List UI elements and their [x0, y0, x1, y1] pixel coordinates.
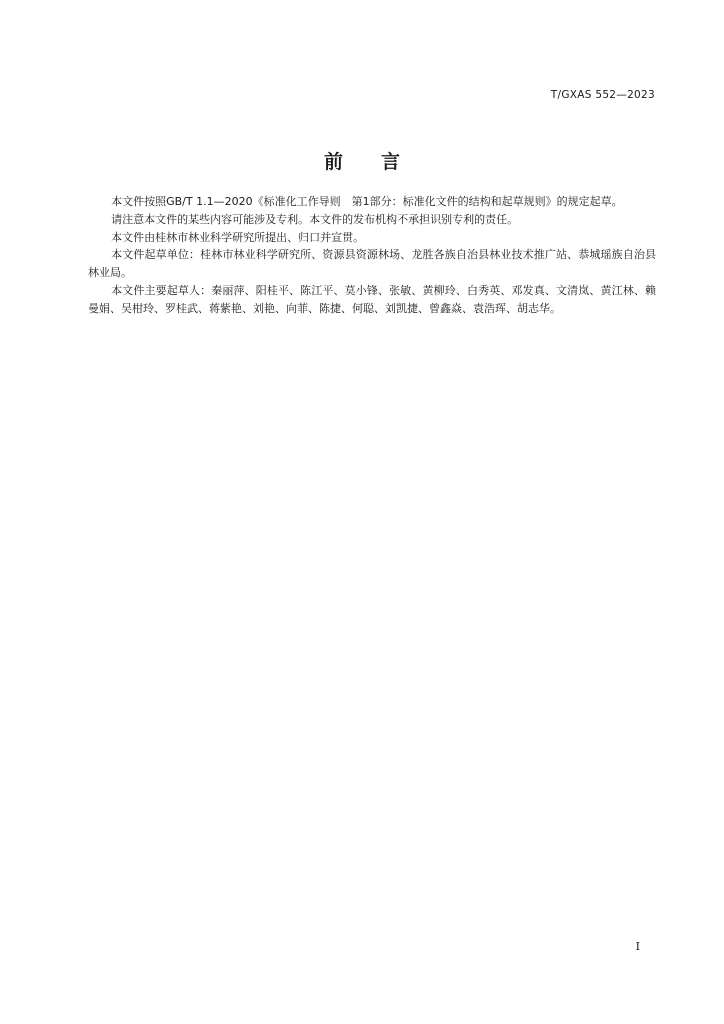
page-number: I [635, 940, 640, 953]
foreword-body [88, 193, 656, 318]
page-title: 前言 [323, 151, 438, 173]
paragraph-patent-notice: 请注意本文件的某些内容可能涉及专利。本文件的发布机构不承担识别专利的责任。 [111, 212, 519, 226]
paragraph-drafting-units: 本文件起草单位：桂林市林业科学研究所、资源县资源林场、龙胜各族自治县林业技术推广站、恭城瑶族自治县林业局。 [88, 248, 656, 280]
paragraph-drafters: 本文件主要起草人：秦丽萍、阳桂平、陈江平、莫小锋、张敏、黄柳玲、白秀英、邓发真、文清岚、黄江林、赖曼娟、吴柑玲、罗桂武、蒋紫艳、刘艳、向菲、陈捷、何聪、刘凯捷、曾鑫焱、袁浩珲、胡志华。 [88, 283, 656, 315]
paragraph-proposer: 本文件由桂林市林业科学研究所提出、归口并宣贯。 [111, 230, 365, 244]
paragraph-drafting-rules: 本文件按照GB/T 1.1—2020《标准化工作导则 第1部分：标准化文件的结构和起草规则》的规定起草。 [111, 195, 623, 208]
document-code: T/GXAS 552—2023 [550, 89, 655, 101]
